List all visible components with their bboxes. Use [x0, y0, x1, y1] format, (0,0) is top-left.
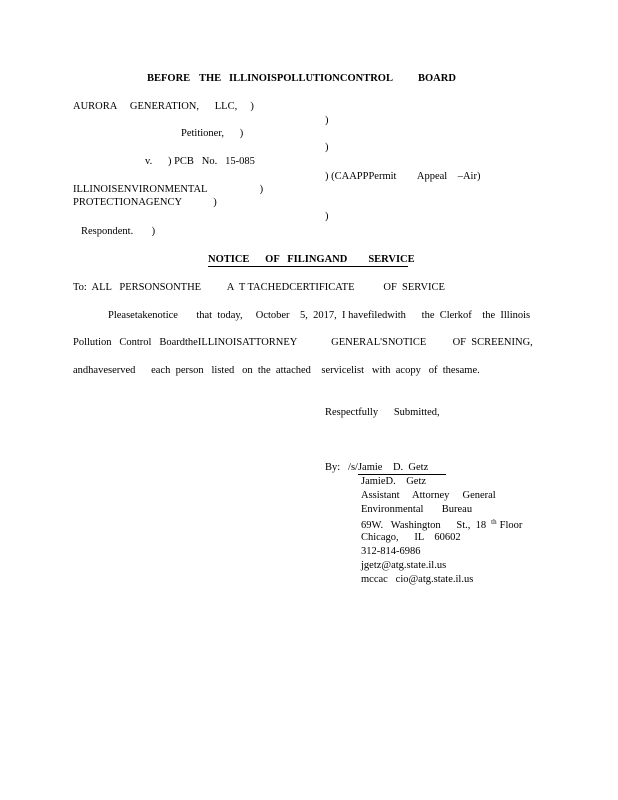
body-line: Pollution Control BoardtheILLINOISATTORNEY GENERAL'SNOTICE OF SCREENING, — [73, 337, 533, 348]
signature-title: Assistant Attorney General — [361, 490, 496, 501]
to-line: To: ALL PERSONSONTHE A T TACHEDCERTIFICATE OF SERVICE — [73, 282, 445, 293]
case-number: v. ) PCB No. 15-085 — [145, 156, 255, 167]
notice-title-underline — [208, 266, 408, 267]
respondent-name: PROTECTIONAGENCY ) — [73, 197, 217, 208]
body-line: andhaveserved each person listed on the attached servicelist with acopy of thesame. — [73, 365, 480, 376]
caption-paren: ) — [325, 115, 329, 126]
caption-paren: ) — [325, 142, 329, 153]
heading-the: THE — [199, 73, 222, 84]
signature-email[interactable]: jgetz@atg.state.il.us — [361, 560, 447, 571]
heading-board: BOARD — [418, 73, 456, 84]
street-text: 69W. Washington St., 18 — [361, 520, 487, 531]
signature-by-line: By: /s/Jamie D. Getz — [325, 462, 429, 473]
signature-email[interactable]: mccac cio@atg.state.il.us — [361, 574, 474, 585]
signature-street — [361, 519, 522, 532]
signature-phone: 312-814-6986 — [361, 546, 421, 557]
signature-name: JamieD. Getz — [361, 476, 427, 487]
signature-underline — [358, 474, 446, 475]
petitioner-label: Petitioner, ) — [181, 128, 244, 139]
heading-board-name: ILLINOISPOLLUTIONCONTROL — [229, 73, 393, 84]
petitioner-name: AURORA GENERATION, LLC, ) — [73, 101, 254, 112]
respondent-name: ILLINOISENVIRONMENTAL ) — [73, 184, 264, 195]
heading-before: BEFORE — [147, 73, 191, 84]
appeal-type: ) (CAAPPPermit Appeal –Air) — [325, 171, 481, 182]
street-floor: Floor — [499, 520, 523, 531]
closing: Respectfully Submitted, — [325, 407, 440, 418]
caption-paren: ) — [325, 211, 329, 222]
signature-bureau: Environmental Bureau — [361, 504, 473, 515]
notice-title: NOTICE OF FILINGAND SERVICE — [208, 254, 415, 265]
street-sup: th — [491, 518, 497, 526]
body-line: Pleasetakenotice that today, October 5, 2017, I havefiledwith the Clerkof the Illinois — [108, 310, 531, 321]
respondent-label: Respondent. ) — [81, 226, 156, 237]
signature-city: Chicago, IL 60602 — [361, 532, 461, 543]
